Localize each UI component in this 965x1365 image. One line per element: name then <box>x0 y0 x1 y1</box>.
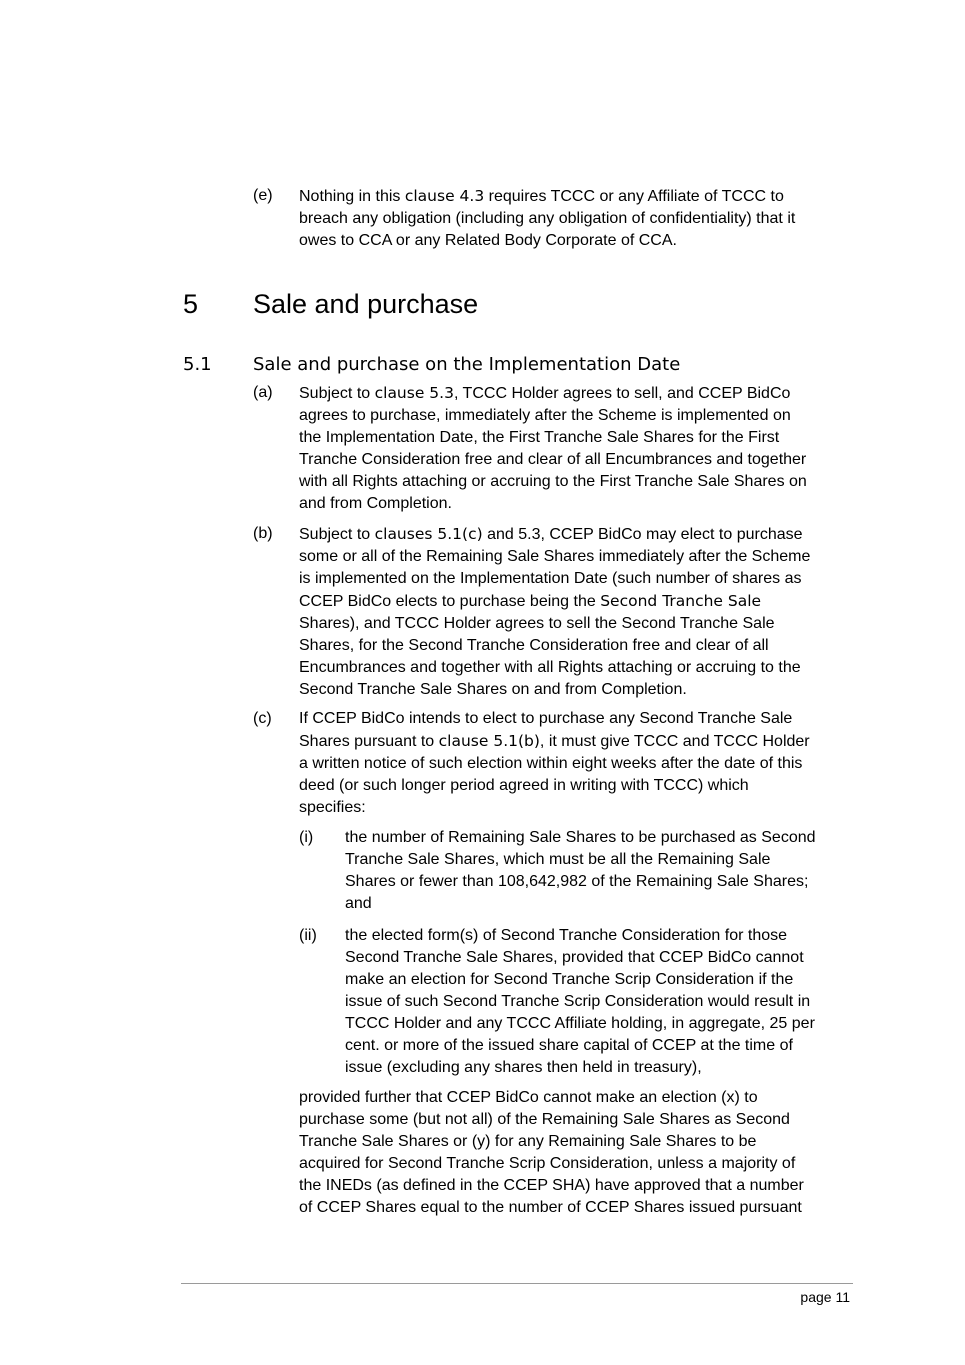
text-segment: Shares, for the Second Tranche Consideration free and clear of all <box>299 637 769 654</box>
paragraph-text <box>345 925 815 1079</box>
text-segment: issue of such Second Tranche Scrip Consideration would result in <box>345 993 811 1010</box>
text-line <box>299 493 807 515</box>
text-segment: Subject to <box>299 385 375 402</box>
text-segment: with all Rights attaching or accruing to the First Tranche Sale Shares on <box>299 473 807 490</box>
text-segment: Encumbrances and together with all Rights attaching or accruing to the <box>299 659 801 676</box>
text-segment: make an election for Second Tranche Scrip Consideration if the <box>345 971 794 988</box>
text-line <box>299 730 810 753</box>
text-segment: Shares), and TCCC Holder agrees to sell the Second Tranche Sale <box>299 615 775 632</box>
text-segment: the number of Remaining Sale Shares to be purchased as Second <box>345 829 816 846</box>
text-line <box>345 849 816 871</box>
subsection-title: Sale and purchase on the Implementation Date <box>253 354 681 375</box>
text-line <box>299 185 795 208</box>
text-line <box>345 871 816 893</box>
page-number: page 11 <box>800 1289 850 1305</box>
text-line <box>299 230 795 252</box>
text-line <box>299 427 807 449</box>
paragraph-text <box>299 1087 804 1219</box>
text-segment: acquired for Second Tranche Scrip Consideration, unless a majority of <box>299 1155 796 1172</box>
text-segment: the Implementation Date, the First Tranche Sale Shares for the First <box>299 429 780 446</box>
paragraph-text <box>299 708 810 819</box>
text-segment: and <box>345 895 372 912</box>
text-segment: breach any obligation (including any obligation of confidentiality) that it <box>299 210 796 227</box>
text-segment: TCCC Holder and any TCCC Affiliate holding, in aggregate, 25 per <box>345 1015 815 1032</box>
text-segment: requires TCCC or any Affiliate of TCCC to <box>484 188 784 205</box>
text-segment: issue (excluding any shares then held in treasury), <box>345 1059 702 1076</box>
text-segment: cent. or more of the issued share capital of CCEP at the time of <box>345 1037 793 1054</box>
paragraph-label: (b) <box>253 525 273 542</box>
text-line <box>299 1153 804 1175</box>
text-line <box>345 991 815 1013</box>
text-line <box>299 546 810 568</box>
text-line <box>299 590 810 613</box>
text-line <box>345 1057 815 1079</box>
text-segment: CCEP BidCo elects to purchase being the <box>299 593 601 610</box>
paragraph-text <box>299 523 810 701</box>
text-line <box>299 657 810 679</box>
paragraph-text <box>299 382 807 515</box>
text-segment: the elected form(s) of Second Tranche Consideration for those <box>345 927 788 944</box>
text-line <box>345 1013 815 1035</box>
text-line <box>299 775 810 797</box>
text-line <box>345 969 815 991</box>
text-line <box>345 1035 815 1057</box>
text-segment: Tranche Consideration free and clear of all Encumbrances and together <box>299 451 807 468</box>
paragraph-label: (ii) <box>299 927 317 944</box>
text-line <box>299 405 807 427</box>
cross-reference: clause 5.1(b) <box>438 732 540 750</box>
text-line <box>345 925 815 947</box>
cross-reference: clause 4.3 <box>404 187 485 205</box>
text-line <box>299 568 810 590</box>
text-line <box>299 1131 804 1153</box>
text-segment: owes to CCA or any Related Body Corporate of CCA. <box>299 232 677 249</box>
text-segment: Second Tranche Sale Shares on and from Completion. <box>299 681 687 698</box>
text-segment: Second Tranche Sale Shares, provided that CCEP BidCo cannot <box>345 949 804 966</box>
text-line <box>299 1087 804 1109</box>
text-line <box>299 471 807 493</box>
paragraph-label: (c) <box>253 710 272 727</box>
text-segment: purchase some (but not all) of the Remaining Sale Shares as Second <box>299 1111 790 1128</box>
text-line <box>299 635 810 657</box>
text-segment: Subject to <box>299 526 375 543</box>
text-segment: agrees to purchase, immediately after the Scheme is implemented on <box>299 407 791 424</box>
section-number: 5 <box>183 289 199 319</box>
text-line <box>345 827 816 849</box>
text-line <box>299 797 810 819</box>
text-segment: Tranche Sale Shares, which must be all the Remaining Sale <box>345 851 771 868</box>
text-line <box>299 1109 804 1131</box>
text-segment: a written notice of such election within eight weeks after the date of this <box>299 755 803 772</box>
section-title: Sale and purchase <box>253 289 479 319</box>
text-segment: and from Completion. <box>299 495 452 512</box>
text-segment: Tranche Sale Shares or (y) for any Remaining Sale Shares to be <box>299 1133 757 1150</box>
text-segment: provided further that CCEP BidCo cannot make an election (x) to <box>299 1089 758 1106</box>
text-segment: , it must give TCCC and TCCC Holder <box>539 733 810 750</box>
cross-reference: Second Tranche Sale <box>600 592 762 610</box>
text-line <box>299 1175 804 1197</box>
text-segment: some or all of the Remaining Sale Shares immediately after the Scheme <box>299 548 811 565</box>
text-line <box>299 708 810 730</box>
text-line <box>299 753 810 775</box>
text-segment: the INEDs (as defined in the CCEP SHA) have approved that a number <box>299 1177 804 1194</box>
text-line <box>299 382 807 405</box>
text-segment: Shares pursuant to <box>299 733 439 750</box>
paragraph-text <box>345 827 816 915</box>
text-line <box>299 208 795 230</box>
paragraph-label: (i) <box>299 829 314 846</box>
text-segment: Shares or fewer than 108,642,982 of the Remaining Sale Shares; <box>345 873 809 890</box>
text-line <box>299 1197 804 1219</box>
text-line <box>345 947 815 969</box>
paragraph-text <box>299 185 795 252</box>
footer-divider <box>181 1283 853 1284</box>
text-segment: and 5.3, CCEP BidCo may elect to purchase <box>482 526 803 543</box>
text-line <box>299 613 810 635</box>
text-segment: of CCEP Shares equal to the number of CCEP Shares issued pursuant <box>299 1199 802 1216</box>
cross-reference: clause 5.3 <box>374 384 454 402</box>
text-line <box>299 449 807 471</box>
paragraph-label: (e) <box>253 187 273 204</box>
subsection-number: 5.1 <box>183 354 212 375</box>
text-segment: If CCEP BidCo intends to elect to purchase any Second Tranche Sale <box>299 710 793 727</box>
text-segment: deed (or such longer period agreed in writing with TCCC) which <box>299 777 749 794</box>
text-segment: , TCCC Holder agrees to sell, and CCEP BidCo <box>453 385 791 402</box>
text-segment: is implemented on the Implementation Date (such number of shares as <box>299 570 802 587</box>
paragraph-label: (a) <box>253 384 273 401</box>
text-line <box>299 679 810 701</box>
text-segment: Nothing in this <box>299 188 405 205</box>
cross-reference: clauses 5.1(c) <box>374 525 483 543</box>
text-segment: specifies: <box>299 799 366 816</box>
text-line <box>299 523 810 546</box>
text-line <box>345 893 816 915</box>
